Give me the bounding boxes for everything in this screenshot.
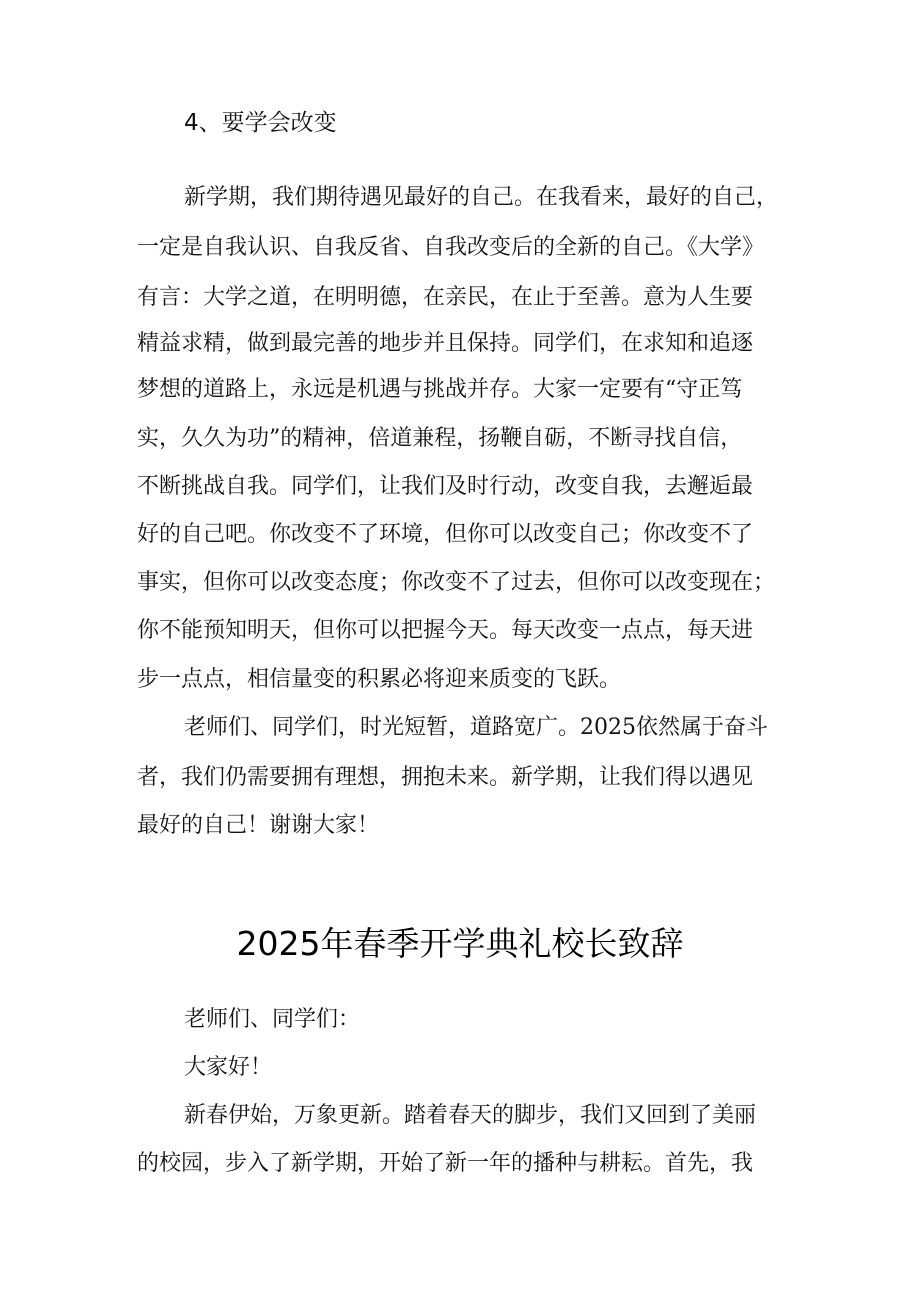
paragraph-line: 有言：大学之道，在明明德，在亲民，在止于至善。意为人生要: [137, 285, 754, 310]
greeting: 大家好！: [184, 1055, 273, 1080]
paragraph-line: 梦想的道路上，永远是机遇与挑战并存。大家一定要有“守正笃: [137, 377, 743, 402]
paragraph-line: 最好的自己！谢谢大家！: [137, 813, 380, 838]
paragraph-line: 步一点点，相信量变的积累必将迎来质变的飞跃。: [137, 667, 622, 692]
paragraph-line: 精益求精，做到最完善的地步并且保持。同学们，在求知和追逐: [137, 331, 754, 356]
paragraph-line: 老师们、同学们，时光短暂，道路宽广。2025依然属于奋斗: [184, 715, 768, 740]
speech-title: 2025年春季开学典礼校长致辞: [236, 924, 684, 963]
paragraph-line: 你不能预知明天，但你可以把握今天。每天改变一点点，每天进: [137, 618, 754, 643]
paragraph-line: 新春伊始，万象更新。踏着春天的脚步，我们又回到了美丽: [184, 1103, 757, 1128]
paragraph-line: 好的自己吧。你改变不了环境，但你可以改变自己；你改变不了: [137, 522, 754, 547]
paragraph-line: 事实，但你可以改变态度；你改变不了过去，但你可以改变现在；: [137, 570, 776, 595]
paragraph-line: 的校园，步入了新学期，开始了新一年的播种与耕耘。首先，我: [137, 1151, 754, 1176]
paragraph-line: 一定是自我认识、自我反省、自我改变后的全新的自己。《大学》: [137, 235, 765, 260]
paragraph-line: 不断挑战自我。同学们，让我们及时行动，改变自我，去邂逅最: [137, 474, 754, 499]
salutation: 老师们、同学们：: [184, 1007, 361, 1032]
paragraph-line: 实，久久为功”的精神，倍道兼程，扬鞭自砺，不断寻找自信，: [137, 426, 743, 451]
paragraph-line: 新学期，我们期待遇见最好的自己。在我看来，最好的自己，: [184, 185, 779, 210]
paragraph-line: 者，我们仍需要拥有理想，拥抱未来。新学期，让我们得以遇见: [137, 765, 754, 790]
section-heading: 4、要学会改变: [184, 110, 337, 136]
